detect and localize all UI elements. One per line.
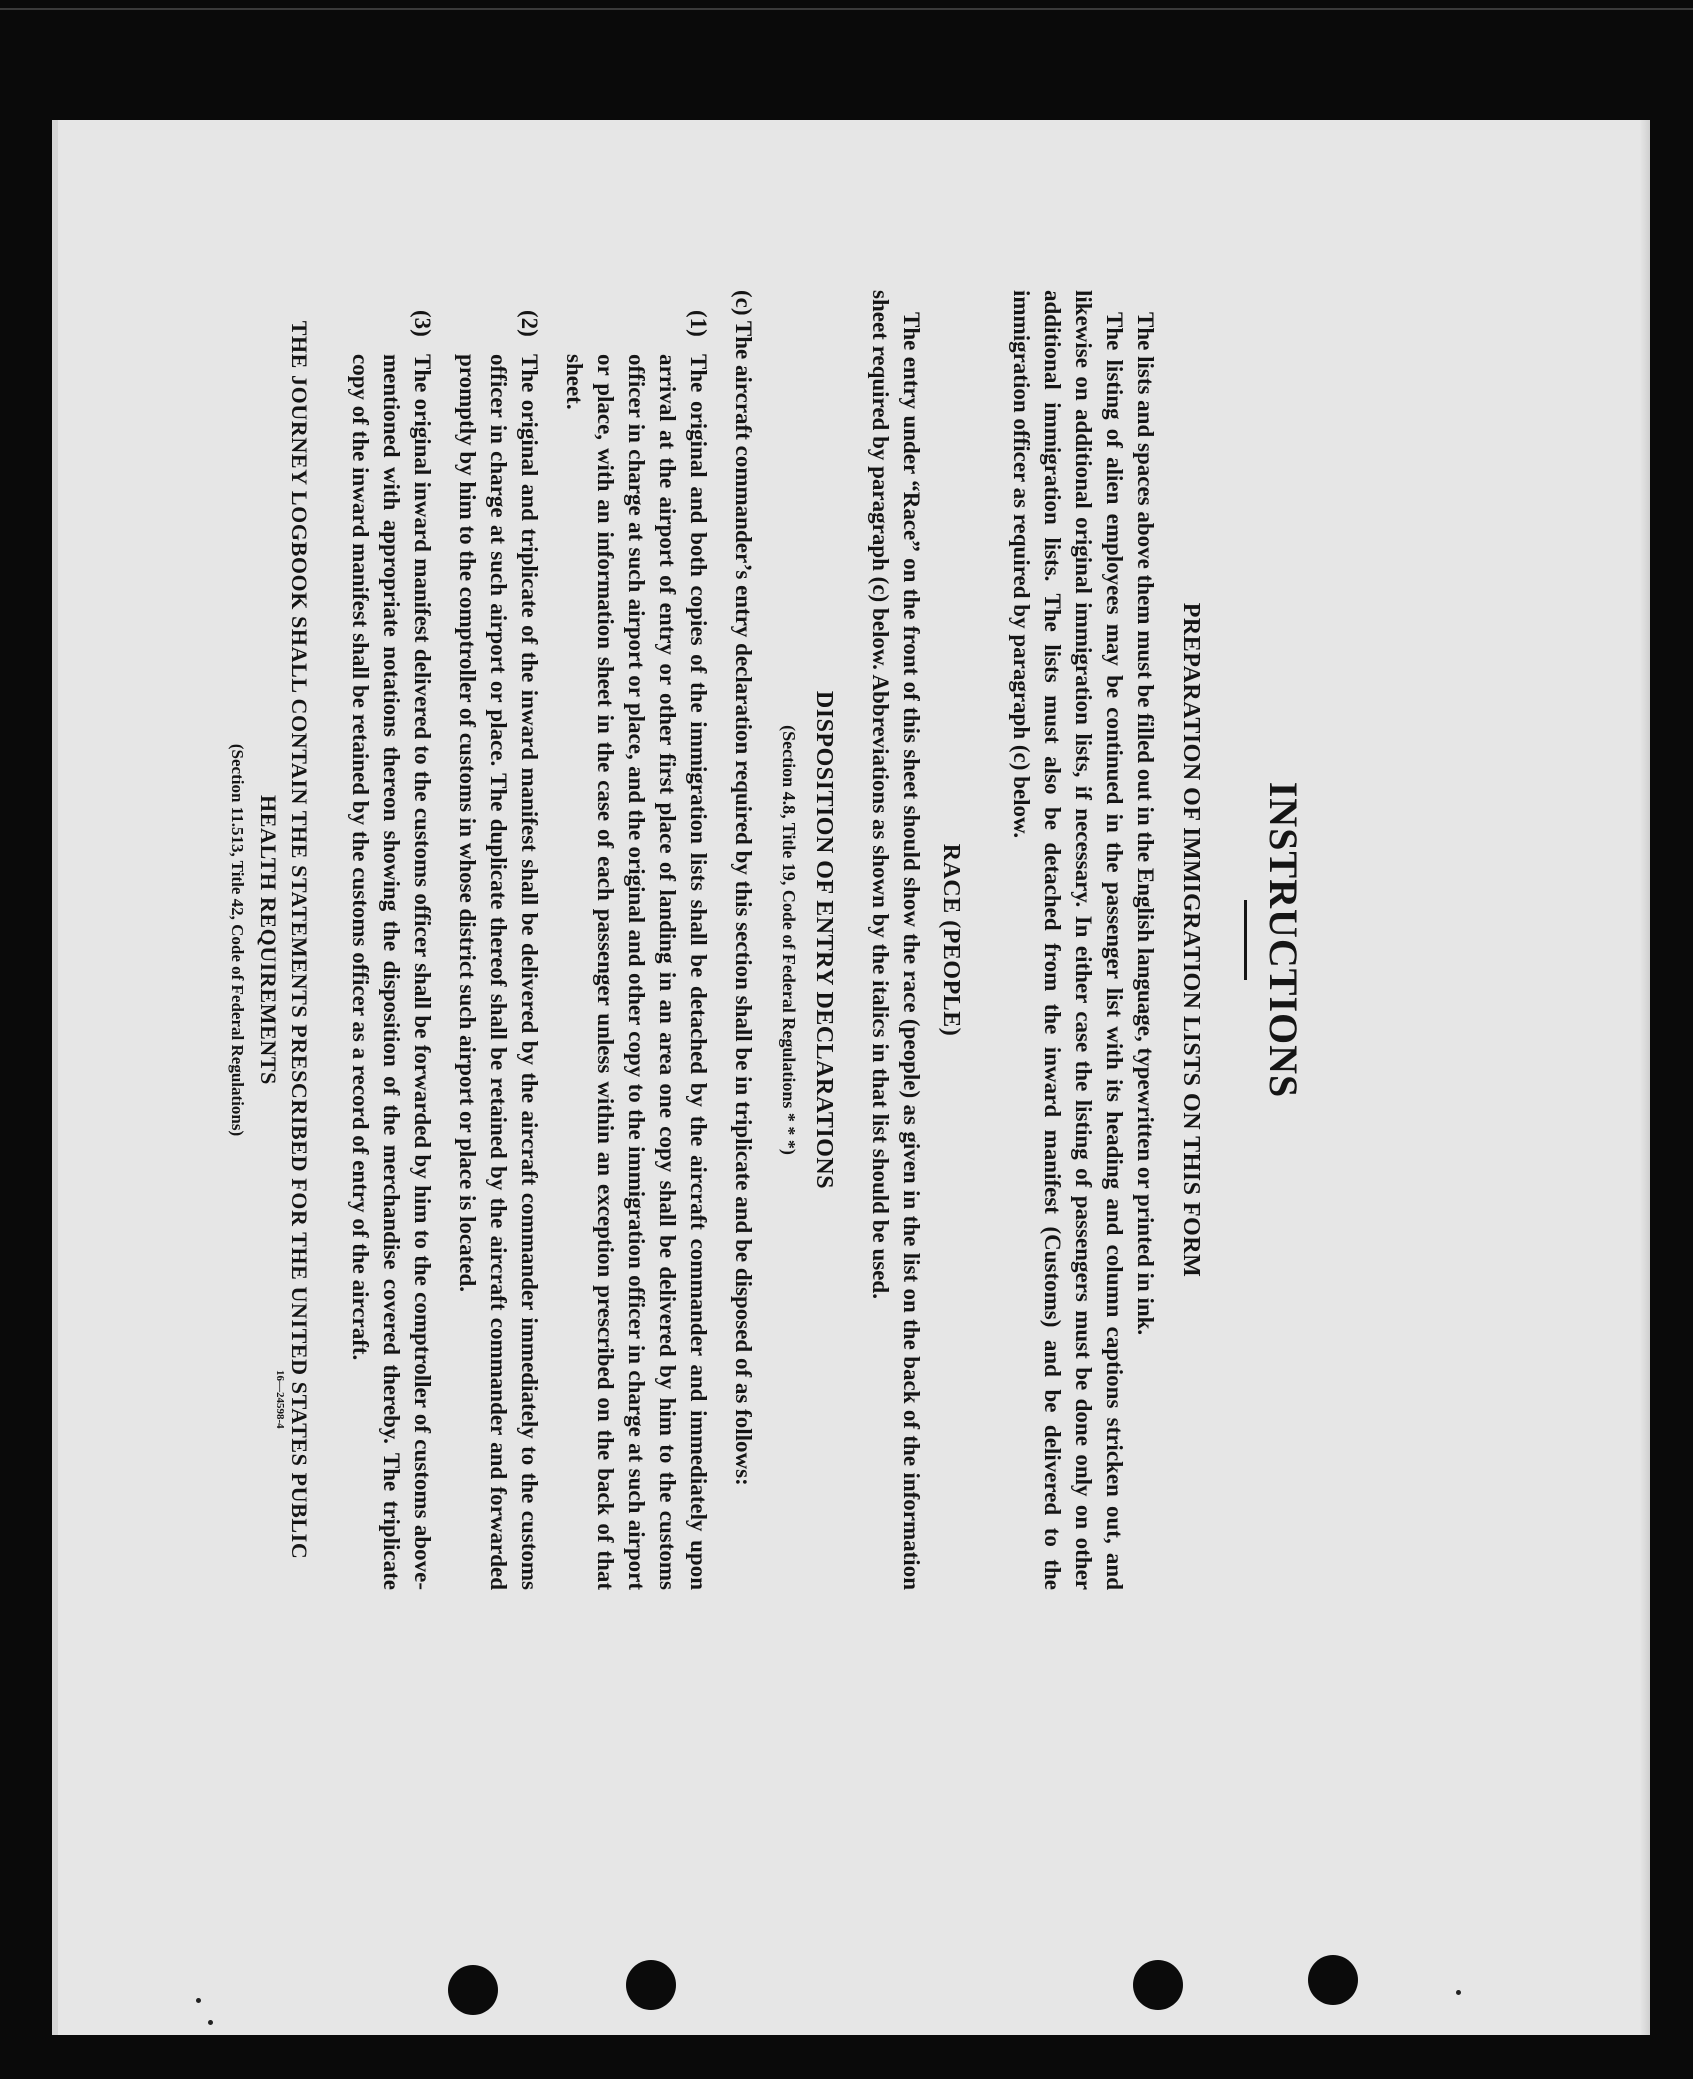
preparation-paragraph-1: The lists and spaces above them must be filled out in the English language, typewritten or printed in ink. (1133, 312, 1158, 1336)
rotated-instructions (228, 290, 1306, 1590)
title-divider (1244, 900, 1247, 980)
item-number: (2) (517, 310, 542, 337)
punch-hole (1308, 1955, 1358, 2005)
logbook-citation: (Section 11.513, Title 42, Code of Federal Regulations) (228, 743, 247, 1137)
page-title: INSTRUCTIONS (1261, 781, 1306, 1099)
speck (1456, 1990, 1461, 1995)
item-number: (3) (410, 310, 435, 337)
race-heading: RACE (PEOPLE) (938, 843, 964, 1037)
item-text: The original and both copies of the immigration lists shall be detached by the aircraft commander and immediately upon arrival at the airport of entry or other first place of landing in an area one copy shall be delivered by him to the customs officer in charge at such airport or place, and the original and other copy to the immigration officer in charge at such airport or place, with an information sheet in the case of each passenger unless within an exception prescribed on the back of that sheet. (562, 354, 711, 1590)
logbook-statement: THE JOURNEY LOGBOOK SHALL CONTAIN THE STATEMENTS PRESCRIBED FOR THE UNITED STATES PUBLIC HEALTH REQUIREMENTS (256, 320, 312, 1560)
disposition-heading: DISPOSITION OF ENTRY DECLARATIONS (811, 690, 837, 1190)
punch-hole (626, 1960, 676, 2010)
disposition-clause: (c) The aircraft commander’s entry declaration required by this section shall be in triplicate and be disposed of as follows: (731, 290, 756, 1486)
speck (208, 2020, 213, 2025)
scanner-edge-line (0, 8, 1693, 10)
form-number: 16—24598-4 (274, 1370, 286, 1429)
punch-hole (448, 1965, 498, 2015)
race-paragraph: The entry under “Race” on the front of this sheet should show the race (people) as given in the list on the back of the information sheet required by paragraph (c) below. Abbreviations as shown by the italics in that list should be used. (868, 290, 924, 1590)
item-text: The original and triplicate of the inward manifest shall be delivered by the aircraft commander immediately to the customs officer in charge at such airport or place. The duplicate thereof shall be retained by the aircraft commander and forwarded promptly by him to the comptroller of customs in whose district such airport or place is located. (455, 354, 542, 1590)
item-text: The original inward manifest delivered to the customs officer shall be forwarded by him to the comptroller of customs above-mentioned with appropriate notations thereon showing the disposition of the merchandise covered thereby. The triplicate copy of the inward manifest shall be retained by the customs officer as a record of entry of the aircraft. (348, 354, 435, 1590)
speck (196, 1998, 201, 2003)
punch-hole (1133, 1960, 1183, 2010)
item-number: (1) (686, 310, 711, 337)
disposition-citation: (Section 4.8, Title 19, Code of Federal Regulations * * *) (779, 725, 799, 1155)
disposition-item (345, 290, 438, 1590)
preparation-heading: PREPARATION OF IMMIGRATION LISTS ON THIS FORM (1178, 602, 1204, 1278)
disposition-item (559, 290, 714, 1590)
disposition-item (452, 290, 545, 1590)
preparation-paragraph-2: The listing of alien employees may be continued in the passenger list with its heading and column captions stricken out, and likewise on additional original immigration lists, if necessary. In either case the listing of passengers must be done only on other additional immigration lists. The lists must also be detached from the inward manifest (Customs) and be delivered to the immigration officer as required by paragraph (c) below. (1009, 290, 1127, 1590)
